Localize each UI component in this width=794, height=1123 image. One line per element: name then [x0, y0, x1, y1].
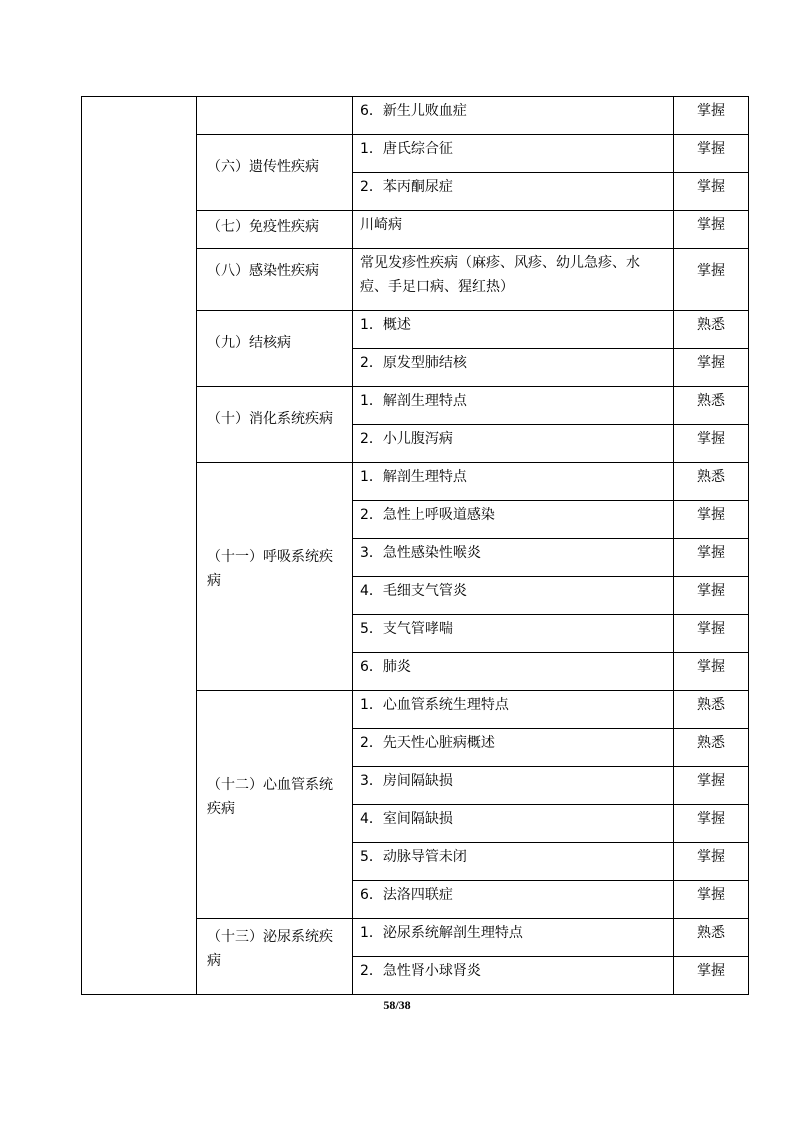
level-cell: 掌握 [674, 349, 749, 387]
item-cell: 1．解剖生理特点 [353, 387, 674, 425]
item-cell: 5．支气管哮喘 [353, 615, 674, 653]
category-cell: （十三）泌尿系统疾病 [197, 919, 353, 995]
item-cell: 2．原发型肺结核 [353, 349, 674, 387]
level-cell: 掌握 [674, 97, 749, 135]
category-cell: （十一）呼吸系统疾病 [197, 463, 353, 691]
item-cell: 6．肺炎 [353, 653, 674, 691]
section-column-cell [82, 97, 197, 995]
level-cell: 熟悉 [674, 463, 749, 501]
item-cell: 6．法洛四联症 [353, 881, 674, 919]
level-cell: 掌握 [674, 135, 749, 173]
level-cell: 熟悉 [674, 311, 749, 349]
level-cell: 熟悉 [674, 691, 749, 729]
item-cell: 1．泌尿系统解剖生理特点 [353, 919, 674, 957]
level-cell: 掌握 [674, 957, 749, 995]
item-cell: 1．心血管系统生理特点 [353, 691, 674, 729]
category-cell [197, 97, 353, 135]
syllabus-table [81, 96, 749, 995]
level-cell: 熟悉 [674, 729, 749, 767]
category-cell: （十）消化系统疾病 [197, 387, 353, 463]
item-cell: 川崎病 [353, 211, 674, 249]
level-cell: 掌握 [674, 843, 749, 881]
item-cell: 1．概述 [353, 311, 674, 349]
level-cell: 掌握 [674, 249, 749, 311]
category-cell: （六）遗传性疾病 [197, 135, 353, 211]
item-cell: 4．室间隔缺损 [353, 805, 674, 843]
item-cell: 3．急性感染性喉炎 [353, 539, 674, 577]
item-cell: 2．急性上呼吸道感染 [353, 501, 674, 539]
item-cell: 2．先天性心脏病概述 [353, 729, 674, 767]
category-cell: （七）免疫性疾病 [197, 211, 353, 249]
item-cell: 4．毛细支气管炎 [353, 577, 674, 615]
category-cell: （八）感染性疾病 [197, 249, 353, 311]
level-cell: 掌握 [674, 539, 749, 577]
item-cell: 1．唐氏综合征 [353, 135, 674, 173]
level-cell: 掌握 [674, 767, 749, 805]
level-cell: 掌握 [674, 173, 749, 211]
table-row [82, 97, 749, 135]
level-cell: 掌握 [674, 211, 749, 249]
item-cell: 常见发疹性疾病（麻疹、风疹、幼儿急疹、水痘、手足口病、猩红热） [353, 249, 674, 311]
category-cell: （九）结核病 [197, 311, 353, 387]
item-cell: 2．苯丙酮尿症 [353, 173, 674, 211]
level-cell: 掌握 [674, 805, 749, 843]
level-cell: 掌握 [674, 501, 749, 539]
item-cell: 3．房间隔缺损 [353, 767, 674, 805]
item-cell: 2．急性肾小球肾炎 [353, 957, 674, 995]
level-cell: 掌握 [674, 615, 749, 653]
level-cell: 掌握 [674, 425, 749, 463]
level-cell: 熟悉 [674, 387, 749, 425]
item-cell: 5．动脉导管未闭 [353, 843, 674, 881]
item-cell: 6．新生儿败血症 [353, 97, 674, 135]
level-cell: 掌握 [674, 577, 749, 615]
category-cell: （十二）心血管系统疾病 [197, 691, 353, 919]
item-cell: 1．解剖生理特点 [353, 463, 674, 501]
level-cell: 熟悉 [674, 919, 749, 957]
level-cell: 掌握 [674, 881, 749, 919]
page-number: 58/38 [383, 998, 411, 1012]
level-cell: 掌握 [674, 653, 749, 691]
item-cell: 2．小儿腹泻病 [353, 425, 674, 463]
